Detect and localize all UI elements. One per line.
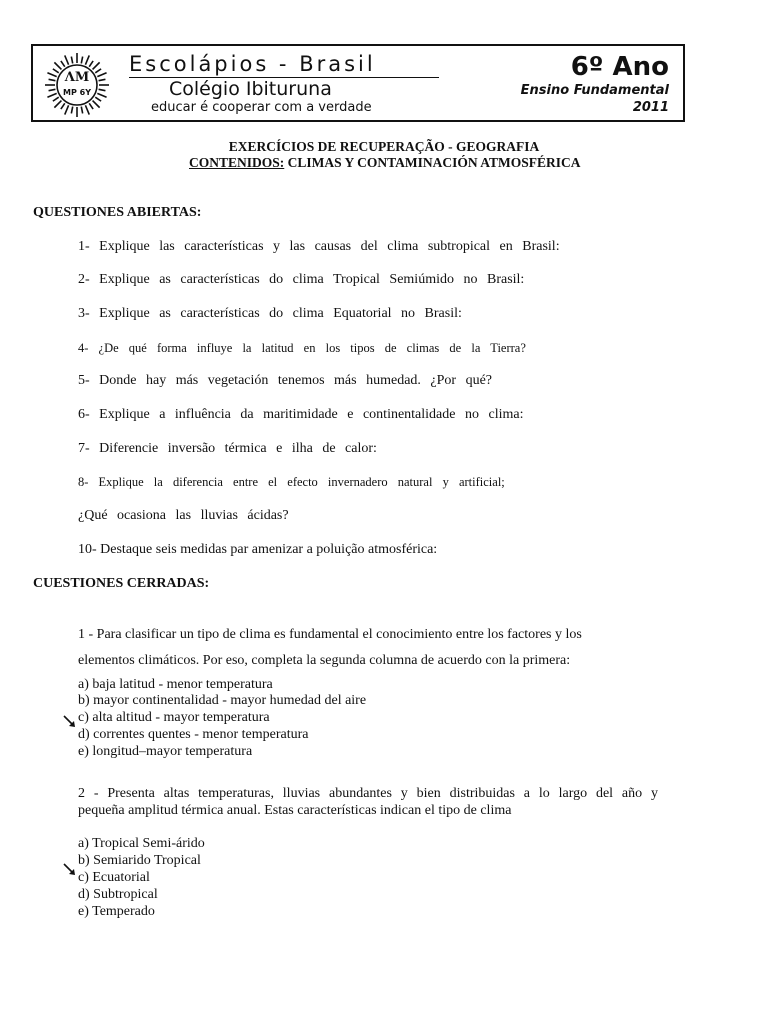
document-contents bbox=[189, 155, 581, 171]
q2-option-b: b) Semiarido Tropical bbox=[78, 853, 201, 868]
contents-value: CLIMAS Y CONTAMINACIÓN ATMOSFÉRICA bbox=[284, 155, 581, 170]
open-question-7: 7- Diferencie inversão térmica e ilha de calor: bbox=[78, 441, 377, 456]
q1-option-a: a) baja latitud - menor temperatura bbox=[78, 677, 273, 692]
grade-label: 6º Ano bbox=[570, 52, 669, 82]
svg-text:ΛM: ΛM bbox=[64, 70, 90, 85]
year-label: 2011 bbox=[632, 100, 669, 115]
open-question-10: 10- Destaque seis medidas par amenizar a poluição atmosférica: bbox=[78, 542, 438, 557]
school-name: Colégio Ibituruna bbox=[169, 78, 332, 100]
open-question-2: 2- Explique as características do clima Tropical Semiúmido no Brasil: bbox=[78, 272, 525, 287]
closed-question-2-line-2: pequeña amplitud térmica anual. Estas características indican el tipo de clima bbox=[78, 803, 512, 818]
open-question-9: ¿Qué ocasiona las lluvias ácidas? bbox=[78, 508, 289, 523]
school-motto: educar é cooperar com a verdade bbox=[151, 100, 372, 115]
logo-text: MP 6Y bbox=[63, 88, 91, 97]
level-label: Ensino Fundamental bbox=[520, 83, 669, 98]
q1-option-b: b) mayor continentalidad - mayor humedad del aire bbox=[78, 693, 367, 708]
q1-option-d: d) correntes quentes - menor temperatura bbox=[78, 727, 309, 742]
school-logo bbox=[43, 51, 111, 119]
open-question-8: 8- Explique la diferencia entre el efecto invernadero natural y artificial; bbox=[78, 475, 505, 489]
closed-question-2-line-1: 2 - Presenta altas temperaturas, lluvias abundantes y bien distribuidas a lo largo del año y bbox=[78, 786, 658, 801]
q2-option-a: a) Tropical Semi-árido bbox=[78, 836, 205, 851]
closed-questions-heading: CUESTIONES CERRADAS: bbox=[33, 576, 210, 591]
q1-option-c: c) alta altitud - mayor temperatura bbox=[78, 710, 270, 725]
contents-label: CONTENIDOS: bbox=[189, 155, 285, 170]
open-question-5: 5- Donde hay más vegetación tenemos más humedad. ¿Por qué? bbox=[78, 373, 493, 388]
answer-arrow-icon bbox=[62, 714, 78, 730]
closed-question-1-line-2: elementos climáticos. Por eso, completa la segunda columna de acuerdo con la primera: bbox=[78, 653, 571, 668]
open-question-3: 3- Explique as características do clima Equatorial no Brasil: bbox=[78, 306, 462, 321]
header-title: Escolápios - Brasil bbox=[129, 52, 376, 76]
closed-question-1-line-1: 1 - Para clasificar un tipo de clima es fundamental el conocimiento entre los factores y los bbox=[78, 627, 582, 642]
q1-option-e: e) longitud–mayor temperatura bbox=[78, 744, 253, 759]
q2-option-d: d) Subtropical bbox=[78, 887, 158, 902]
open-questions-heading: QUESTIONES ABIERTAS: bbox=[33, 205, 202, 220]
document-title: EXERCÍCIOS DE RECUPERAÇÃO - GEOGRAFIA bbox=[228, 139, 540, 154]
school-header bbox=[31, 44, 685, 122]
sun-seal-icon bbox=[43, 51, 111, 119]
answer-arrow-icon bbox=[62, 862, 78, 878]
open-question-6: 6- Explique a influência da maritimidade e continentalidade no clima: bbox=[78, 407, 524, 422]
open-question-4: 4- ¿De qué forma influye la latitud en los tipos de climas de la Tierra? bbox=[78, 341, 526, 355]
q2-option-e: e) Temperado bbox=[78, 904, 155, 919]
q2-option-c: c) Ecuatorial bbox=[78, 870, 150, 885]
open-question-1: 1- Explique las características y las causas del clima subtropical en Brasil: bbox=[78, 239, 560, 254]
